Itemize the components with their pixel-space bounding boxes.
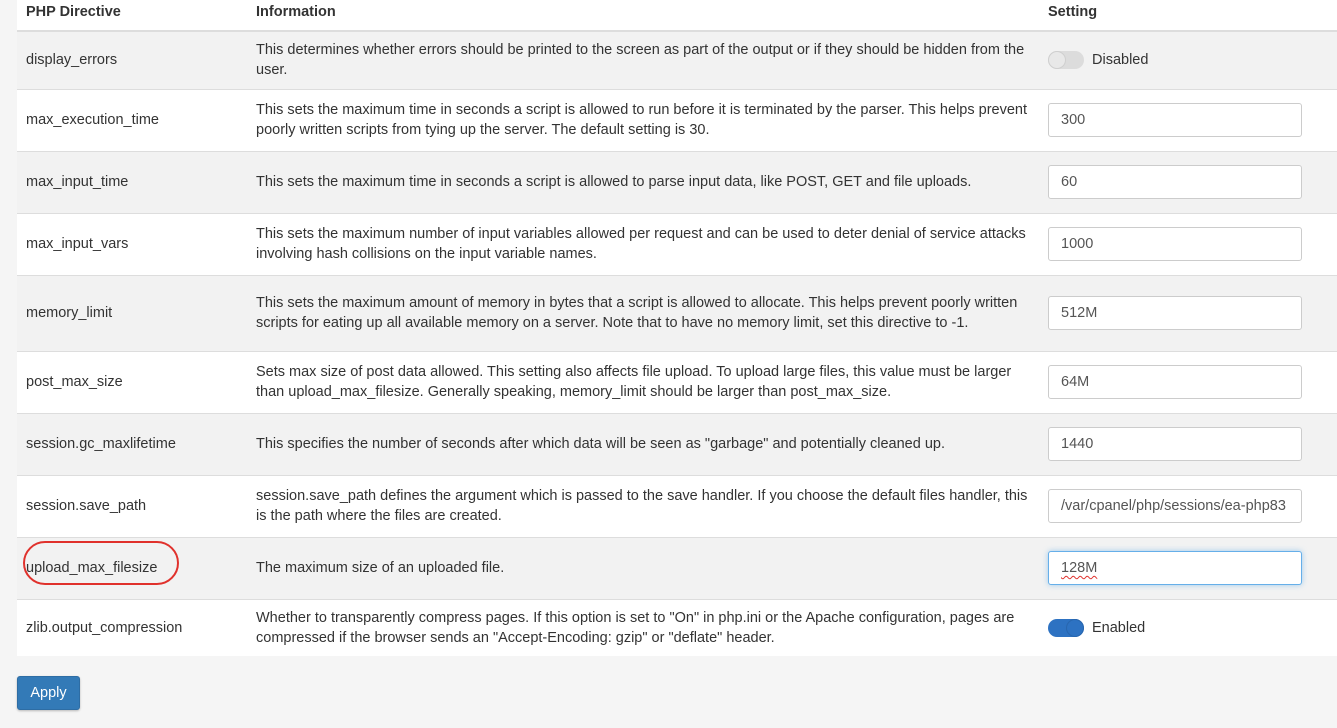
post-max-size-input[interactable]: 64M [1048,365,1302,399]
display-errors-toggle[interactable] [1048,50,1328,70]
upload-max-filesize-input[interactable] [1048,551,1302,585]
apply-button[interactable]: Apply [17,676,80,710]
table-row [17,151,1337,213]
table-row [17,599,1337,656]
directive-info: This sets the maximum time in seconds a script is allowed to run before it is terminated by the parser. This helps prevent poorly written scripts from tying up the server. The default setting is 30. [247,89,1039,151]
php-directives-table [17,0,1337,656]
directive-info: Whether to transparently compress pages. If this option is set to "On" in php.ini or the Apache configuration, pages are compressed if the browser sends an "Accept-Encoding: gzip" or "deflate" header. [247,599,1039,656]
header-setting: Setting [1039,0,1337,31]
directive-info: This sets the maximum number of input variables allowed per request and can be used to deter denial of service attacks involving hash collisions on the input variable names. [247,213,1039,275]
max-execution-time-input[interactable]: 300 [1048,103,1302,137]
directive-info: This sets the maximum time in seconds a script is allowed to parse input data, like POST, GET and file uploads. [247,151,1039,213]
directive-name: upload_max_filesize [26,560,158,576]
directive-info: session.save_path defines the argument which is passed to the save handler. If you choose the default files handler, this is the path where the files are created. [247,475,1039,537]
input-value: 128M [1061,560,1098,576]
toggle-knob [1048,51,1066,69]
table-row [17,537,1337,599]
directive-name: session.save_path [17,475,247,537]
directive-name: post_max_size [17,351,247,413]
directive-setting [1039,31,1337,89]
max-input-time-input[interactable]: 60 [1048,165,1302,199]
table-row [17,413,1337,475]
directive-setting [1039,413,1337,475]
directive-name-wrap [26,558,157,578]
directive-setting [1039,537,1337,599]
toggle-label: Enabled [1092,619,1146,636]
table-row [17,89,1337,151]
header-information: Information [247,0,1039,31]
php-directives-table-wrap [17,0,1337,656]
directive-name: display_errors [17,31,247,89]
table-row [17,351,1337,413]
toggle-label: Disabled [1092,52,1149,69]
directive-setting [1039,151,1337,213]
directive-name: max_execution_time [17,89,247,151]
table-row [17,275,1337,351]
directive-info: This sets the maximum amount of memory in bytes that a script is allowed to allocate. This helps prevent poorly written scripts for eating up all available memory on a server. Note that to have no memory limit, set this directive to -1. [247,275,1039,351]
table-header-row [17,0,1337,31]
directive-name: memory_limit [17,275,247,351]
highlight-circle [23,541,179,585]
session-gc-maxlifetime-input[interactable]: 1440 [1048,427,1302,461]
directive-setting [1039,213,1337,275]
directive-setting [1039,351,1337,413]
directive-setting [1039,89,1337,151]
directive-name: zlib.output_compression [17,599,247,656]
directive-name-cell [17,537,247,599]
session-save-path-input[interactable]: /var/cpanel/php/sessions/ea-php83 [1048,489,1302,523]
toggle-switch[interactable] [1048,51,1084,69]
directive-info: The maximum size of an uploaded file. [247,537,1039,599]
directive-name: max_input_time [17,151,247,213]
directive-info: This determines whether errors should be printed to the screen as part of the output or if they should be hidden from the user. [247,31,1039,89]
table-row [17,475,1337,537]
toggle-knob [1066,619,1084,637]
directive-setting [1039,275,1337,351]
directive-name: max_input_vars [17,213,247,275]
directive-setting [1039,475,1337,537]
header-directive: PHP Directive [17,0,247,31]
table-row [17,213,1337,275]
zlib-output-compression-toggle[interactable] [1048,618,1328,638]
memory-limit-input[interactable]: 512M [1048,296,1302,330]
directive-setting [1039,599,1337,656]
table-row [17,31,1337,89]
directive-info: Sets max size of post data allowed. This setting also affects file upload. To upload large files, this value must be larger than upload_max_filesize. Generally speaking, memory_limit should be larger than post_max_size. [247,351,1039,413]
toggle-switch[interactable] [1048,619,1084,637]
max-input-vars-input[interactable]: 1000 [1048,227,1302,261]
directive-info: This specifies the number of seconds after which data will be seen as "garbage" and potentially cleaned up. [247,413,1039,475]
directive-name: session.gc_maxlifetime [17,413,247,475]
